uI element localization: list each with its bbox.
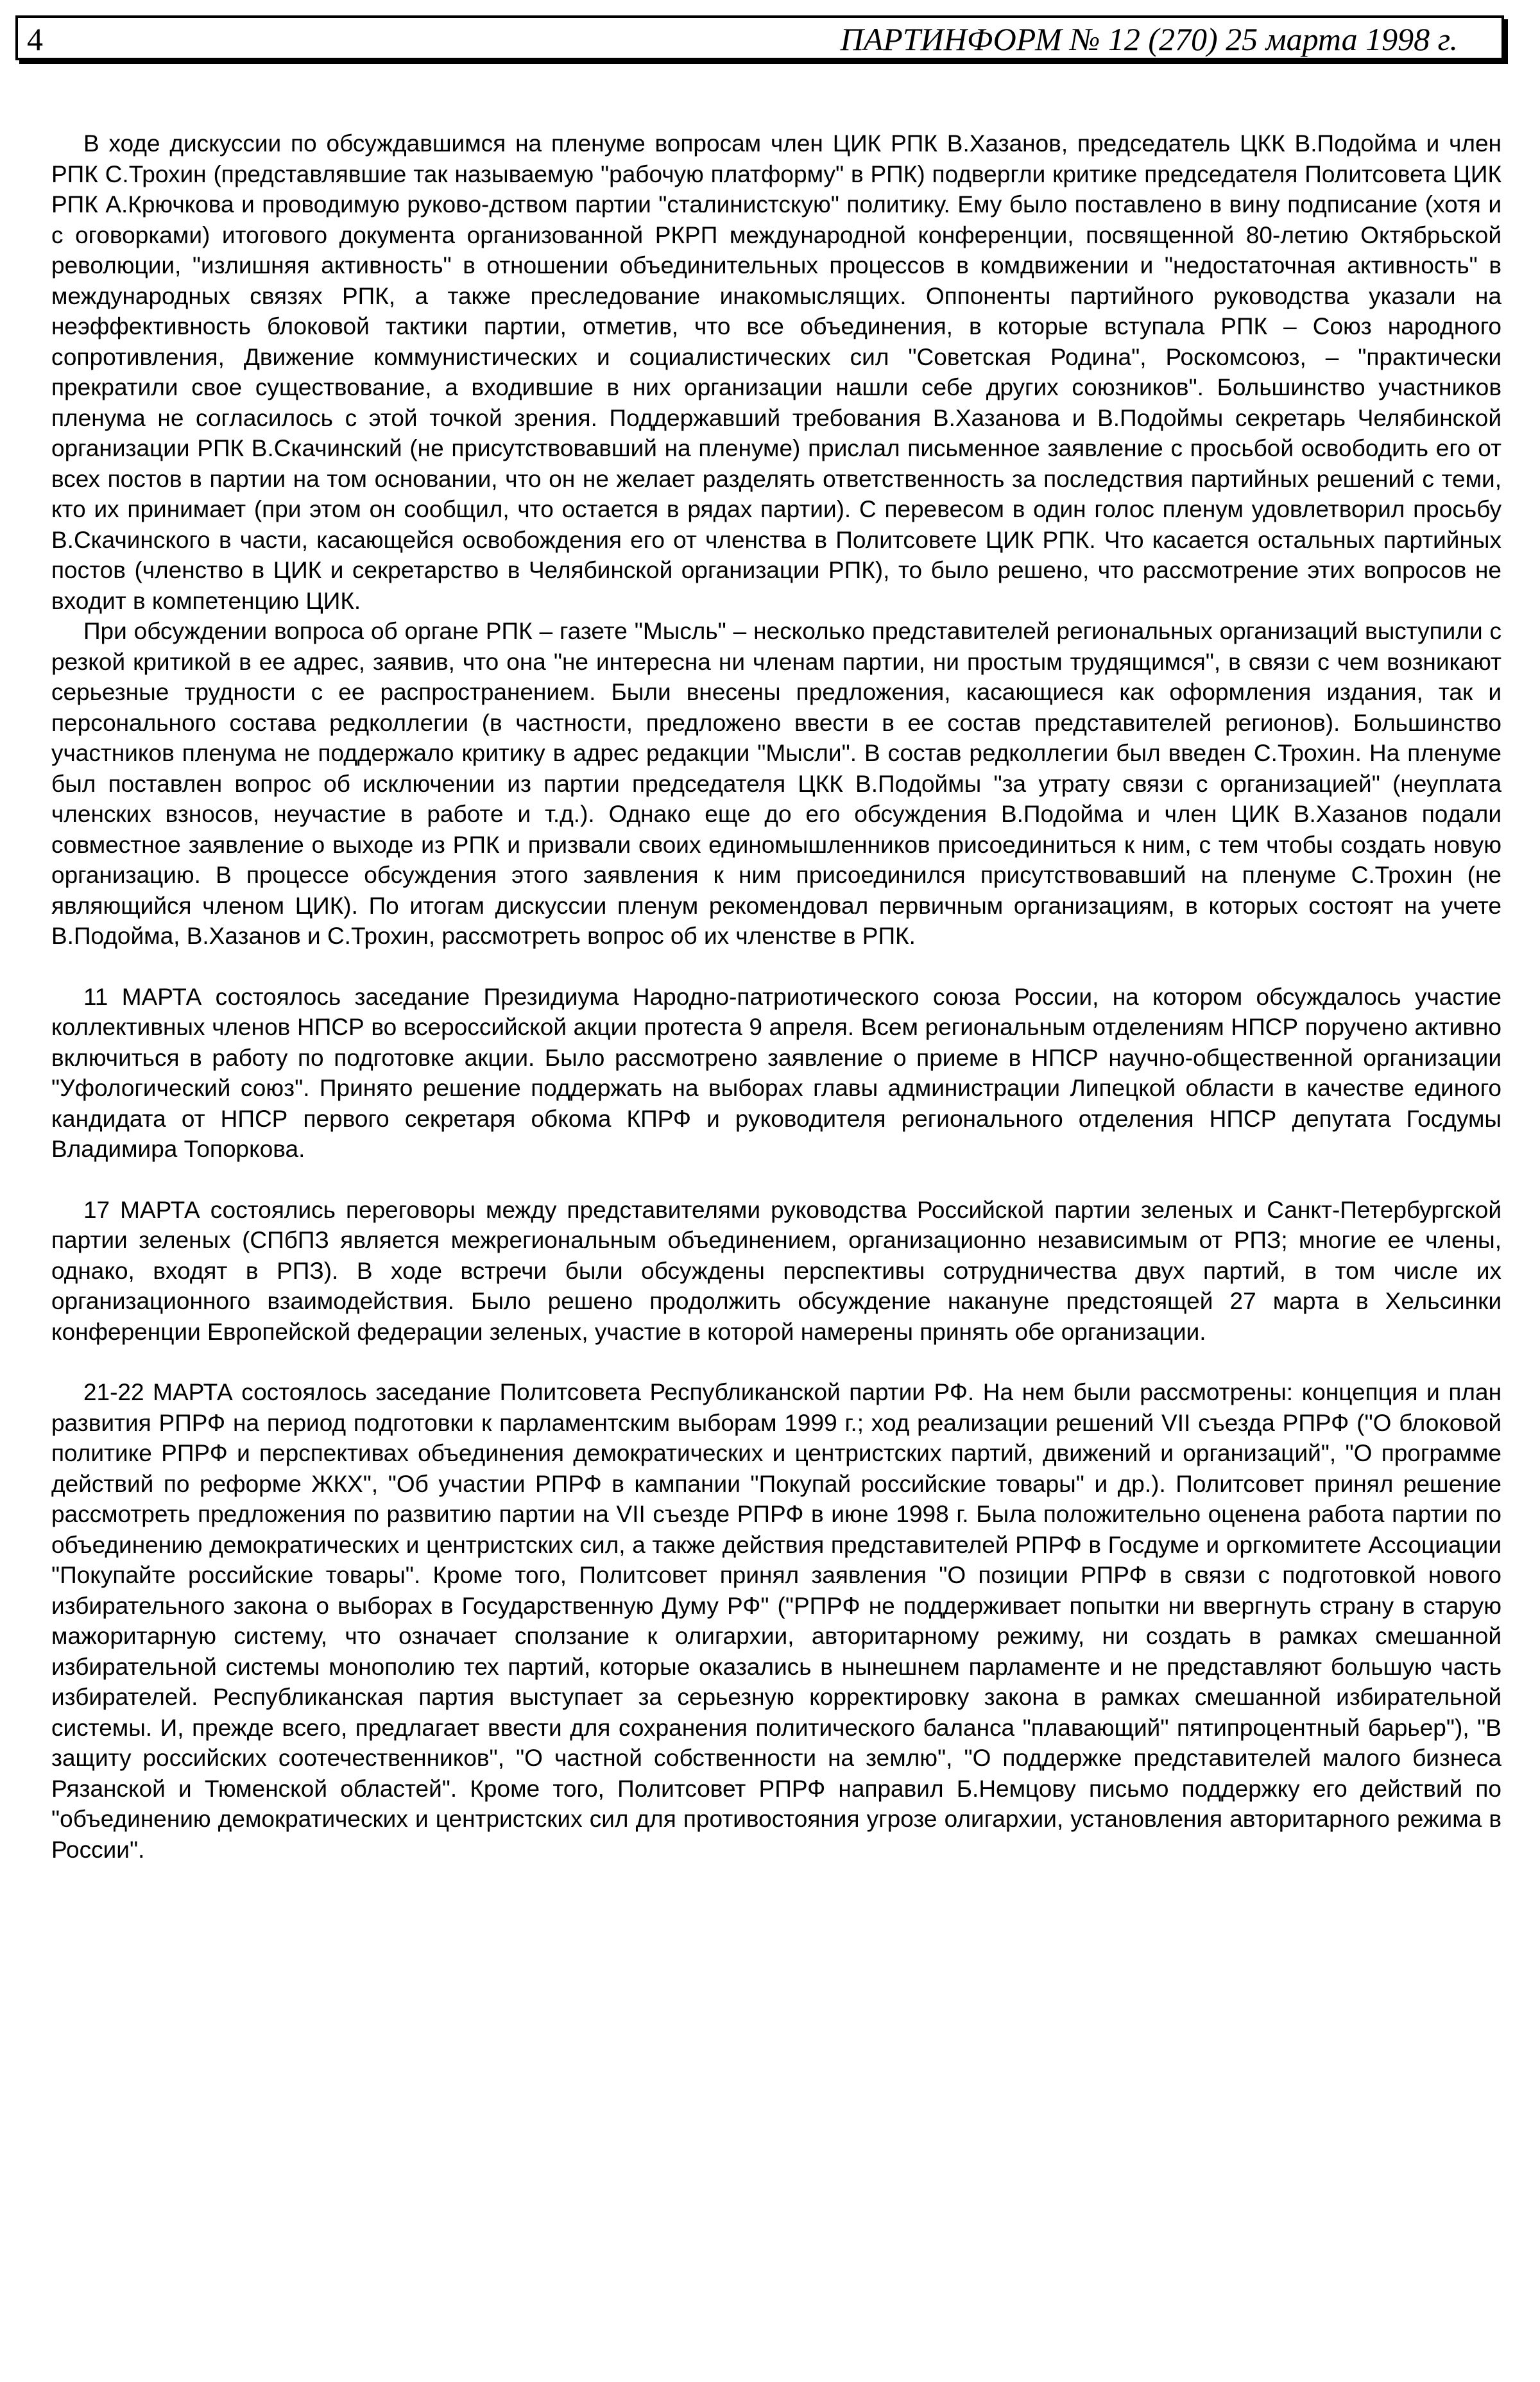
paragraph-plenum-discussion: В ходе дискуссии по обсуждавшимся на пленуме вопросам член ЦИК РПК В.Хазанов, председатель ЦКК В.Подойма и член РПК С.Трохин (представлявшие так называемую "рабочую платформу" в РПК) подвергли критике председателя Политсовета ЦИК РПК А.Крючкова и проводимую руково-дством партии "сталинистскую" политику. Ему было поставлено в вину подписание (хотя и с оговорками) итогового документа организованной РКРП международной конференции, посвященной 80-летию Октябрьской революции, "излишняя активность" в отношении объединительных процессов в комдвижении и "недостаточная активность" в международных связях РПК, а также преследование инакомыслящих. Оппоненты партийного руководства указали на неэффективность блоковой тактики партии, отметив, что все объединения, в которые вступала РПК – Союз народного сопротивления, Движение коммунистических и социалистических сил "Советская Родина", Роскомсоюз, – "практически прекратили свое существование, а входившие в них организации нашли себе других союзников". Большинство участников пленума не согласилось с этой точкой зрения. Поддержавший требования В.Хазанова и В.Подоймы секретарь Челябинской организации РПК В.Скачинский (не присутствовавший на пленуме) прислал письменное заявление с просьбой освободить его от всех постов в партии на том основании, что он не желает разделять ответственность за последствия партийных решений с теми, кто их принимает (при этом он сообщил, что остается в рядах партии). С перевесом в один голос пленум удовлетворил просьбу В.Скачинского в части, касающейся освобождения его от членства в Политсовете ЦИК РПК. Что касается остальных партийных постов (членство в ЦИК и секретарство в Челябинской организации РПК), то было решено, что рассмотрение этих вопросов не входит в компетенцию ЦИК. (51, 130, 1502, 614)
article-body (51, 128, 1502, 1865)
page-number: 4 (27, 21, 43, 57)
page-header (15, 15, 1504, 60)
issue-masthead: ПАРТИНФОРМ № 12 (270) 25 марта 1998 г. (840, 21, 1458, 57)
paragraph-march-17: 17 МАРТА состоялись переговоры между представителями руководства Российской партии зеленых и Санкт-Петербургской партии зеленых (СПбПЗ является межрегиональным объединением, организационно независимым от РПЗ; многие ее члены, однако, входят в РПЗ). В ходе встречи были обсуждены перспективы сотрудничества двух партий, в том числе их организационного взаимодействия. Было решено продолжить обсуждение накануне предстоящей 27 марта в Хельсинки конференции Европейской федерации зеленых, участие в которой намерены принять обе организации. (51, 1196, 1502, 1345)
paragraph-march-11: 11 МАРТА состоялось заседание Президиума Народно-патриотического союза России, на котором обсуждалось участие коллективных членов НПСР во всероссийской акции протеста 9 апреля. Всем региональным отделениям НПСР поручено активно включиться в работу по подготовке акции. Было рассмотрено заявление о приеме в НПСР научно-общественной организации "Уфологический союз". Принято решение поддержать на выборах главы администрации Липецкой области в качестве единого кандидата от НПСР первого секретаря обкома КПРФ и руководителя регионального отделения НПСР депутата Госдумы Владимира Топоркова. (51, 983, 1502, 1162)
paragraph-march-21-22: 21-22 МАРТА состоялось заседание Политсовета Республиканской партии РФ. На нем были рассмотрены: концепция и план развития РПРФ на период подготовки к парламентским выборам 1999 г.; ход реализации решений VII съезда РПРФ ("О блоковой политике РПРФ и перспективах объединения демократических и центристских партий, движений и организаций", "О программе действий по реформе ЖКХ", "Об участии РПРФ в кампании "Покупай российские товары" и др.). Политсовет принял решение рассмотреть предложения по развитию партии на VII съезде РПРФ в июне 1998 г. Была положительно оценена работа партии по объединению демократических и центристских сил, а также действия представителей РПРФ в Госдуме и оргкомитете Ассоциации "Покупайте российские товары". Кроме того, Политсовет принял заявления "О позиции РПРФ в связи с подготовкой нового избирательного закона о выборах в Государственную Думу РФ" ("РПРФ не поддерживает попытки ни ввергнуть страну в старую мажоритарную систему, что означает сползание к олигархии, авторитарному режиму, ни создать в рамках смешанной избирательной системы монополию тех партий, которые оказались в нынешнем парламенте и не представляют большую часть избирателей. Республиканская партия выступает за серьезную корректировку закона в рамках смешанной избирательной системы. И, прежде всего, предлагает ввести для сохранения политического баланса "плавающий" пятипроцентный барьер"), "В защиту российских соотечественников", "О частной собственности на землю", "О поддержке представителей малого бизнеса Рязанской и Тюменской областей". Кроме того, Политсовет РПРФ направил Б.Немцову письмо поддержку его действий по "объединению демократических и центристских сил для противостояния угрозе олигархии, установления авторитарного режима в России". (51, 1379, 1502, 1863)
paragraph-mysl-newspaper: При обсуждении вопроса об органе РПК – газете "Мысль" – несколько представителей региональных организаций выступили с резкой критикой в ее адрес, заявив, что она "не интересна ни членам партии, ни простым трудящимся", в связи с чем возникают серьезные трудности с ее распространением. Были внесены предложения, касающиеся как оформления издания, так и персонального состава редколлегии (в частности, предложено ввести в ее состав представителей регионов). Большинство участников пленума не поддержало критику в адрес редакции "Мысли". В состав редколлегии был введен С.Трохин. На пленуме был поставлен вопрос об исключении из партии председателя ЦКК В.Подоймы "за утрату связи с организацией" (неуплата членских взносов, неучастие в работе и т.д.). Однако еще до его обсуждения В.Подойма и член ЦИК В.Хазанов подали совместное заявление о выходе из РПК и призвали своих единомышленников присоединиться к ним, с тем чтобы создать новую организацию. В процессе обсуждения этого заявления к ним присоединился присутствовавший на пленуме С.Трохин (не являющийся членом ЦИК). По итогам дискуссии пленум рекомендовал первичным организациям, в которых состоят на учете В.Подойма, В.Хазанов и С.Трохин, рассмотреть вопрос об их членстве в РПК. (51, 618, 1502, 949)
